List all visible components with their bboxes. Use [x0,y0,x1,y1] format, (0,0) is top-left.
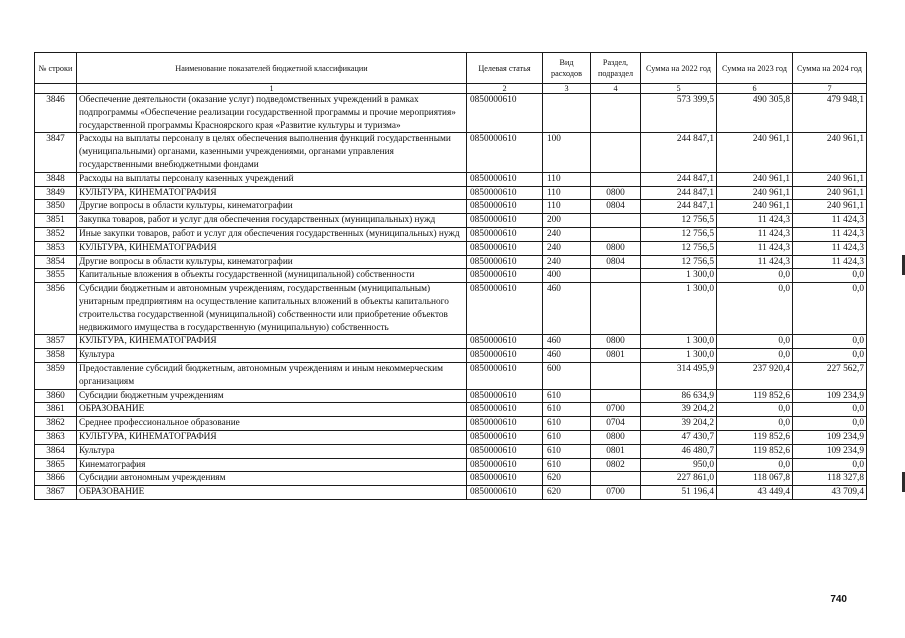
sum-2024-cell: 0,0 [793,403,867,417]
expense-type-cell: 460 [543,335,591,349]
section-cell [591,227,641,241]
table-row [35,255,867,269]
sum-2022-cell: 12 756,5 [641,214,717,228]
row-number-cell: 3861 [35,403,77,417]
table-row [35,362,867,389]
column-number-row [35,84,867,94]
column-number: 3 [543,84,591,94]
sum-2024-cell: 240 961,1 [793,133,867,172]
section-cell [591,362,641,389]
target-article-cell: 0850000610 [467,227,543,241]
section-cell [591,389,641,403]
sum-2024-cell: 0,0 [793,335,867,349]
row-number-cell: 3867 [35,486,77,500]
sum-2024-cell: 240 961,1 [793,200,867,214]
indicator-name-cell: Иные закупки товаров, работ и услуг для обеспечения государственных (муниципальных) нужд [77,227,467,241]
indicator-name-cell: Предоставление субсидий бюджетным, автономным учреждениям и иным некоммерческим организациям [77,362,467,389]
header-expense-type: Вид расходов [543,53,591,84]
table-row [35,133,867,172]
row-number-cell: 3851 [35,214,77,228]
target-article-cell: 0850000610 [467,241,543,255]
sum-2024-cell: 240 961,1 [793,172,867,186]
table-row [35,349,867,363]
row-number-cell: 3855 [35,269,77,283]
target-article-cell: 0850000610 [467,430,543,444]
sum-2022-cell: 12 756,5 [641,241,717,255]
sum-2023-cell: 0,0 [717,269,793,283]
sum-2022-cell: 244 847,1 [641,200,717,214]
section-cell [591,172,641,186]
expense-type-cell: 600 [543,362,591,389]
sum-2023-cell: 0,0 [717,283,793,335]
table-row [35,472,867,486]
sum-2024-cell: 227 562,7 [793,362,867,389]
sum-2022-cell: 12 756,5 [641,227,717,241]
sum-2024-cell: 109 234,9 [793,444,867,458]
target-article-cell: 0850000610 [467,172,543,186]
table-row [35,241,867,255]
section-cell: 0700 [591,486,641,500]
sum-2022-cell: 39 204,2 [641,417,717,431]
sum-2023-cell: 0,0 [717,403,793,417]
row-number-cell: 3848 [35,172,77,186]
header-sum-2024: Сумма на 2024 год [793,53,867,84]
indicator-name-cell: Другие вопросы в области культуры, кинематографии [77,200,467,214]
row-number-cell: 3849 [35,186,77,200]
table-row [35,417,867,431]
sum-2022-cell: 12 756,5 [641,255,717,269]
header-target-article: Целевая статья [467,53,543,84]
sum-2022-cell: 244 847,1 [641,186,717,200]
expense-type-cell [543,94,591,133]
sum-2024-cell: 0,0 [793,458,867,472]
row-number-cell: 3862 [35,417,77,431]
section-cell [591,214,641,228]
row-number-cell: 3856 [35,283,77,335]
column-number: 7 [793,84,867,94]
header-sum-2022: Сумма на 2022 год [641,53,717,84]
indicator-name-cell: Субсидии автономным учреждениям [77,472,467,486]
indicator-name-cell: Закупка товаров, работ и услуг для обеспечения государственных (муниципальных) нужд [77,214,467,228]
target-article-cell: 0850000610 [467,403,543,417]
target-article-cell: 0850000610 [467,444,543,458]
sum-2024-cell: 0,0 [793,283,867,335]
expense-type-cell: 200 [543,214,591,228]
table-row [35,200,867,214]
row-number-cell: 3865 [35,458,77,472]
sum-2024-cell: 479 948,1 [793,94,867,133]
table-row [35,403,867,417]
table-row [35,335,867,349]
sum-2024-cell: 11 424,3 [793,255,867,269]
target-article-cell: 0850000610 [467,417,543,431]
row-number-cell: 3857 [35,335,77,349]
row-number-cell: 3860 [35,389,77,403]
target-article-cell: 0850000610 [467,486,543,500]
sum-2022-cell: 227 861,0 [641,472,717,486]
sum-2023-cell: 43 449,4 [717,486,793,500]
target-article-cell: 0850000610 [467,200,543,214]
table-row [35,94,867,133]
indicator-name-cell: ОБРАЗОВАНИЕ [77,403,467,417]
section-cell: 0800 [591,430,641,444]
sum-2024-cell: 109 234,9 [793,389,867,403]
section-cell: 0801 [591,444,641,458]
sum-2022-cell: 1 300,0 [641,269,717,283]
target-article-cell: 0850000610 [467,389,543,403]
expense-type-cell: 100 [543,133,591,172]
sum-2022-cell: 47 430,7 [641,430,717,444]
expense-type-cell: 620 [543,486,591,500]
indicator-name-cell: Капитальные вложения в объекты государственной (муниципальной) собственности [77,269,467,283]
row-number-cell: 3853 [35,241,77,255]
sum-2023-cell: 0,0 [717,417,793,431]
sum-2022-cell: 573 399,5 [641,94,717,133]
table-row [35,283,867,335]
table-body [35,94,867,500]
indicator-name-cell: КУЛЬТУРА, КИНЕМАТОГРАФИЯ [77,430,467,444]
expense-type-cell: 460 [543,349,591,363]
indicator-name-cell: Расходы на выплаты персоналу казенных учреждений [77,172,467,186]
expense-type-cell: 400 [543,269,591,283]
expense-type-cell: 610 [543,417,591,431]
row-number-cell: 3858 [35,349,77,363]
target-article-cell: 0850000610 [467,283,543,335]
row-number-cell: 3846 [35,94,77,133]
sum-2022-cell: 1 300,0 [641,335,717,349]
row-number-cell: 3854 [35,255,77,269]
indicator-name-cell: Культура [77,444,467,458]
indicator-name-cell: Другие вопросы в области культуры, кинематографии [77,255,467,269]
row-number-cell: 3859 [35,362,77,389]
expense-type-cell: 610 [543,444,591,458]
table-row [35,186,867,200]
target-article-cell: 0850000610 [467,186,543,200]
table-row [35,458,867,472]
sum-2022-cell: 244 847,1 [641,133,717,172]
section-cell: 0700 [591,403,641,417]
table-row [35,486,867,500]
target-article-cell: 0850000610 [467,362,543,389]
sum-2023-cell: 11 424,3 [717,214,793,228]
sum-2022-cell: 1 300,0 [641,349,717,363]
row-number-cell: 3866 [35,472,77,486]
header-row [35,53,867,84]
row-number-cell: 3864 [35,444,77,458]
sum-2023-cell: 0,0 [717,335,793,349]
sum-2022-cell: 39 204,2 [641,403,717,417]
target-article-cell: 0850000610 [467,472,543,486]
sum-2024-cell: 11 424,3 [793,241,867,255]
section-cell: 0804 [591,200,641,214]
section-cell [591,269,641,283]
sum-2023-cell: 0,0 [717,458,793,472]
sum-2023-cell: 237 920,4 [717,362,793,389]
sum-2022-cell: 314 495,9 [641,362,717,389]
sum-2023-cell: 119 852,6 [717,389,793,403]
sum-2023-cell: 11 424,3 [717,255,793,269]
table-row [35,227,867,241]
indicator-name-cell: Расходы на выплаты персоналу в целях обеспечения выполнения функций государственными (муниципальными) органами, казенными учреждениями, органами управления государственными внебюджетными фондами [77,133,467,172]
indicator-name-cell: КУЛЬТУРА, КИНЕМАТОГРАФИЯ [77,241,467,255]
row-number-cell: 3847 [35,133,77,172]
sum-2024-cell: 109 234,9 [793,430,867,444]
target-article-cell: 0850000610 [467,349,543,363]
table-row [35,269,867,283]
target-article-cell: 0850000610 [467,214,543,228]
sum-2023-cell: 118 067,8 [717,472,793,486]
section-cell: 0800 [591,186,641,200]
table-row [35,389,867,403]
indicator-name-cell: Субсидии бюджетным и автономным учреждениям, государственным (муниципальным) унитарным предприятиям на осуществление капитальных вложений в объекты капитального строительства государственной (муниципальной) собственности или приобретение объектов недвижимого имущества в государственную (муниципальную) собственность [77,283,467,335]
sum-2024-cell: 118 327,8 [793,472,867,486]
section-cell [591,472,641,486]
expense-type-cell: 110 [543,186,591,200]
column-number: 6 [717,84,793,94]
target-article-cell: 0850000610 [467,255,543,269]
expense-type-cell: 610 [543,458,591,472]
column-number: 5 [641,84,717,94]
sum-2023-cell: 0,0 [717,349,793,363]
sum-2023-cell: 119 852,6 [717,444,793,458]
row-number-cell: 3850 [35,200,77,214]
indicator-name-cell: Культура [77,349,467,363]
sum-2023-cell: 11 424,3 [717,227,793,241]
expense-type-cell: 240 [543,227,591,241]
section-cell: 0802 [591,458,641,472]
header-indicator-name: Наименование показателей бюджетной классификации [77,53,467,84]
column-number: 4 [591,84,641,94]
page-number: 740 [830,594,847,605]
sum-2023-cell: 240 961,1 [717,200,793,214]
indicator-name-cell: КУЛЬТУРА, КИНЕМАТОГРАФИЯ [77,335,467,349]
section-cell [591,133,641,172]
sum-2024-cell: 0,0 [793,349,867,363]
expense-type-cell: 110 [543,200,591,214]
expense-type-cell: 110 [543,172,591,186]
section-cell [591,283,641,335]
column-number: 1 [77,84,467,94]
header-section: Раздел, подраздел [591,53,641,84]
indicator-name-cell: Среднее профессиональное образование [77,417,467,431]
sum-2023-cell: 240 961,1 [717,172,793,186]
expense-type-cell: 620 [543,472,591,486]
budget-table [34,52,867,500]
indicator-name-cell: Субсидии бюджетным учреждениям [77,389,467,403]
target-article-cell: 0850000610 [467,269,543,283]
sum-2023-cell: 119 852,6 [717,430,793,444]
target-article-cell: 0850000610 [467,133,543,172]
table-row [35,444,867,458]
indicator-name-cell: Кинематография [77,458,467,472]
expense-type-cell: 610 [543,389,591,403]
sum-2023-cell: 11 424,3 [717,241,793,255]
header-sum-2023: Сумма на 2023 год [717,53,793,84]
sum-2023-cell: 240 961,1 [717,186,793,200]
section-cell: 0801 [591,349,641,363]
header-row-number: № строки [35,53,77,84]
section-cell: 0800 [591,335,641,349]
sum-2022-cell: 51 196,4 [641,486,717,500]
sum-2023-cell: 240 961,1 [717,133,793,172]
sum-2022-cell: 1 300,0 [641,283,717,335]
expense-type-cell: 610 [543,403,591,417]
sum-2022-cell: 46 480,7 [641,444,717,458]
expense-type-cell: 240 [543,255,591,269]
sum-2024-cell: 11 424,3 [793,227,867,241]
indicator-name-cell: Обеспечение деятельности (оказание услуг) подведомственных учреждений в рамках подпрограммы «Обеспечение реализации государственной программы и прочие мероприятия» государственной программы Красноярского края «Развитие культуры и туризма» [77,94,467,133]
section-cell [591,94,641,133]
expense-type-cell: 460 [543,283,591,335]
indicator-name-cell: КУЛЬТУРА, КИНЕМАТОГРАФИЯ [77,186,467,200]
column-number [35,84,77,94]
target-article-cell: 0850000610 [467,94,543,133]
expense-type-cell: 240 [543,241,591,255]
row-number-cell: 3852 [35,227,77,241]
expense-type-cell: 610 [543,430,591,444]
column-number: 2 [467,84,543,94]
target-article-cell: 0850000610 [467,458,543,472]
sum-2022-cell: 244 847,1 [641,172,717,186]
target-article-cell: 0850000610 [467,335,543,349]
section-cell: 0804 [591,255,641,269]
section-cell: 0800 [591,241,641,255]
section-cell: 0704 [591,417,641,431]
sum-2024-cell: 0,0 [793,269,867,283]
table-header [35,53,867,94]
table-row [35,214,867,228]
sum-2022-cell: 86 634,9 [641,389,717,403]
sum-2024-cell: 0,0 [793,417,867,431]
indicator-name-cell: ОБРАЗОВАНИЕ [77,486,467,500]
table-row [35,430,867,444]
sum-2024-cell: 43 709,4 [793,486,867,500]
sum-2024-cell: 11 424,3 [793,214,867,228]
sum-2024-cell: 240 961,1 [793,186,867,200]
row-number-cell: 3863 [35,430,77,444]
sum-2023-cell: 490 305,8 [717,94,793,133]
table-row [35,172,867,186]
sum-2022-cell: 950,0 [641,458,717,472]
